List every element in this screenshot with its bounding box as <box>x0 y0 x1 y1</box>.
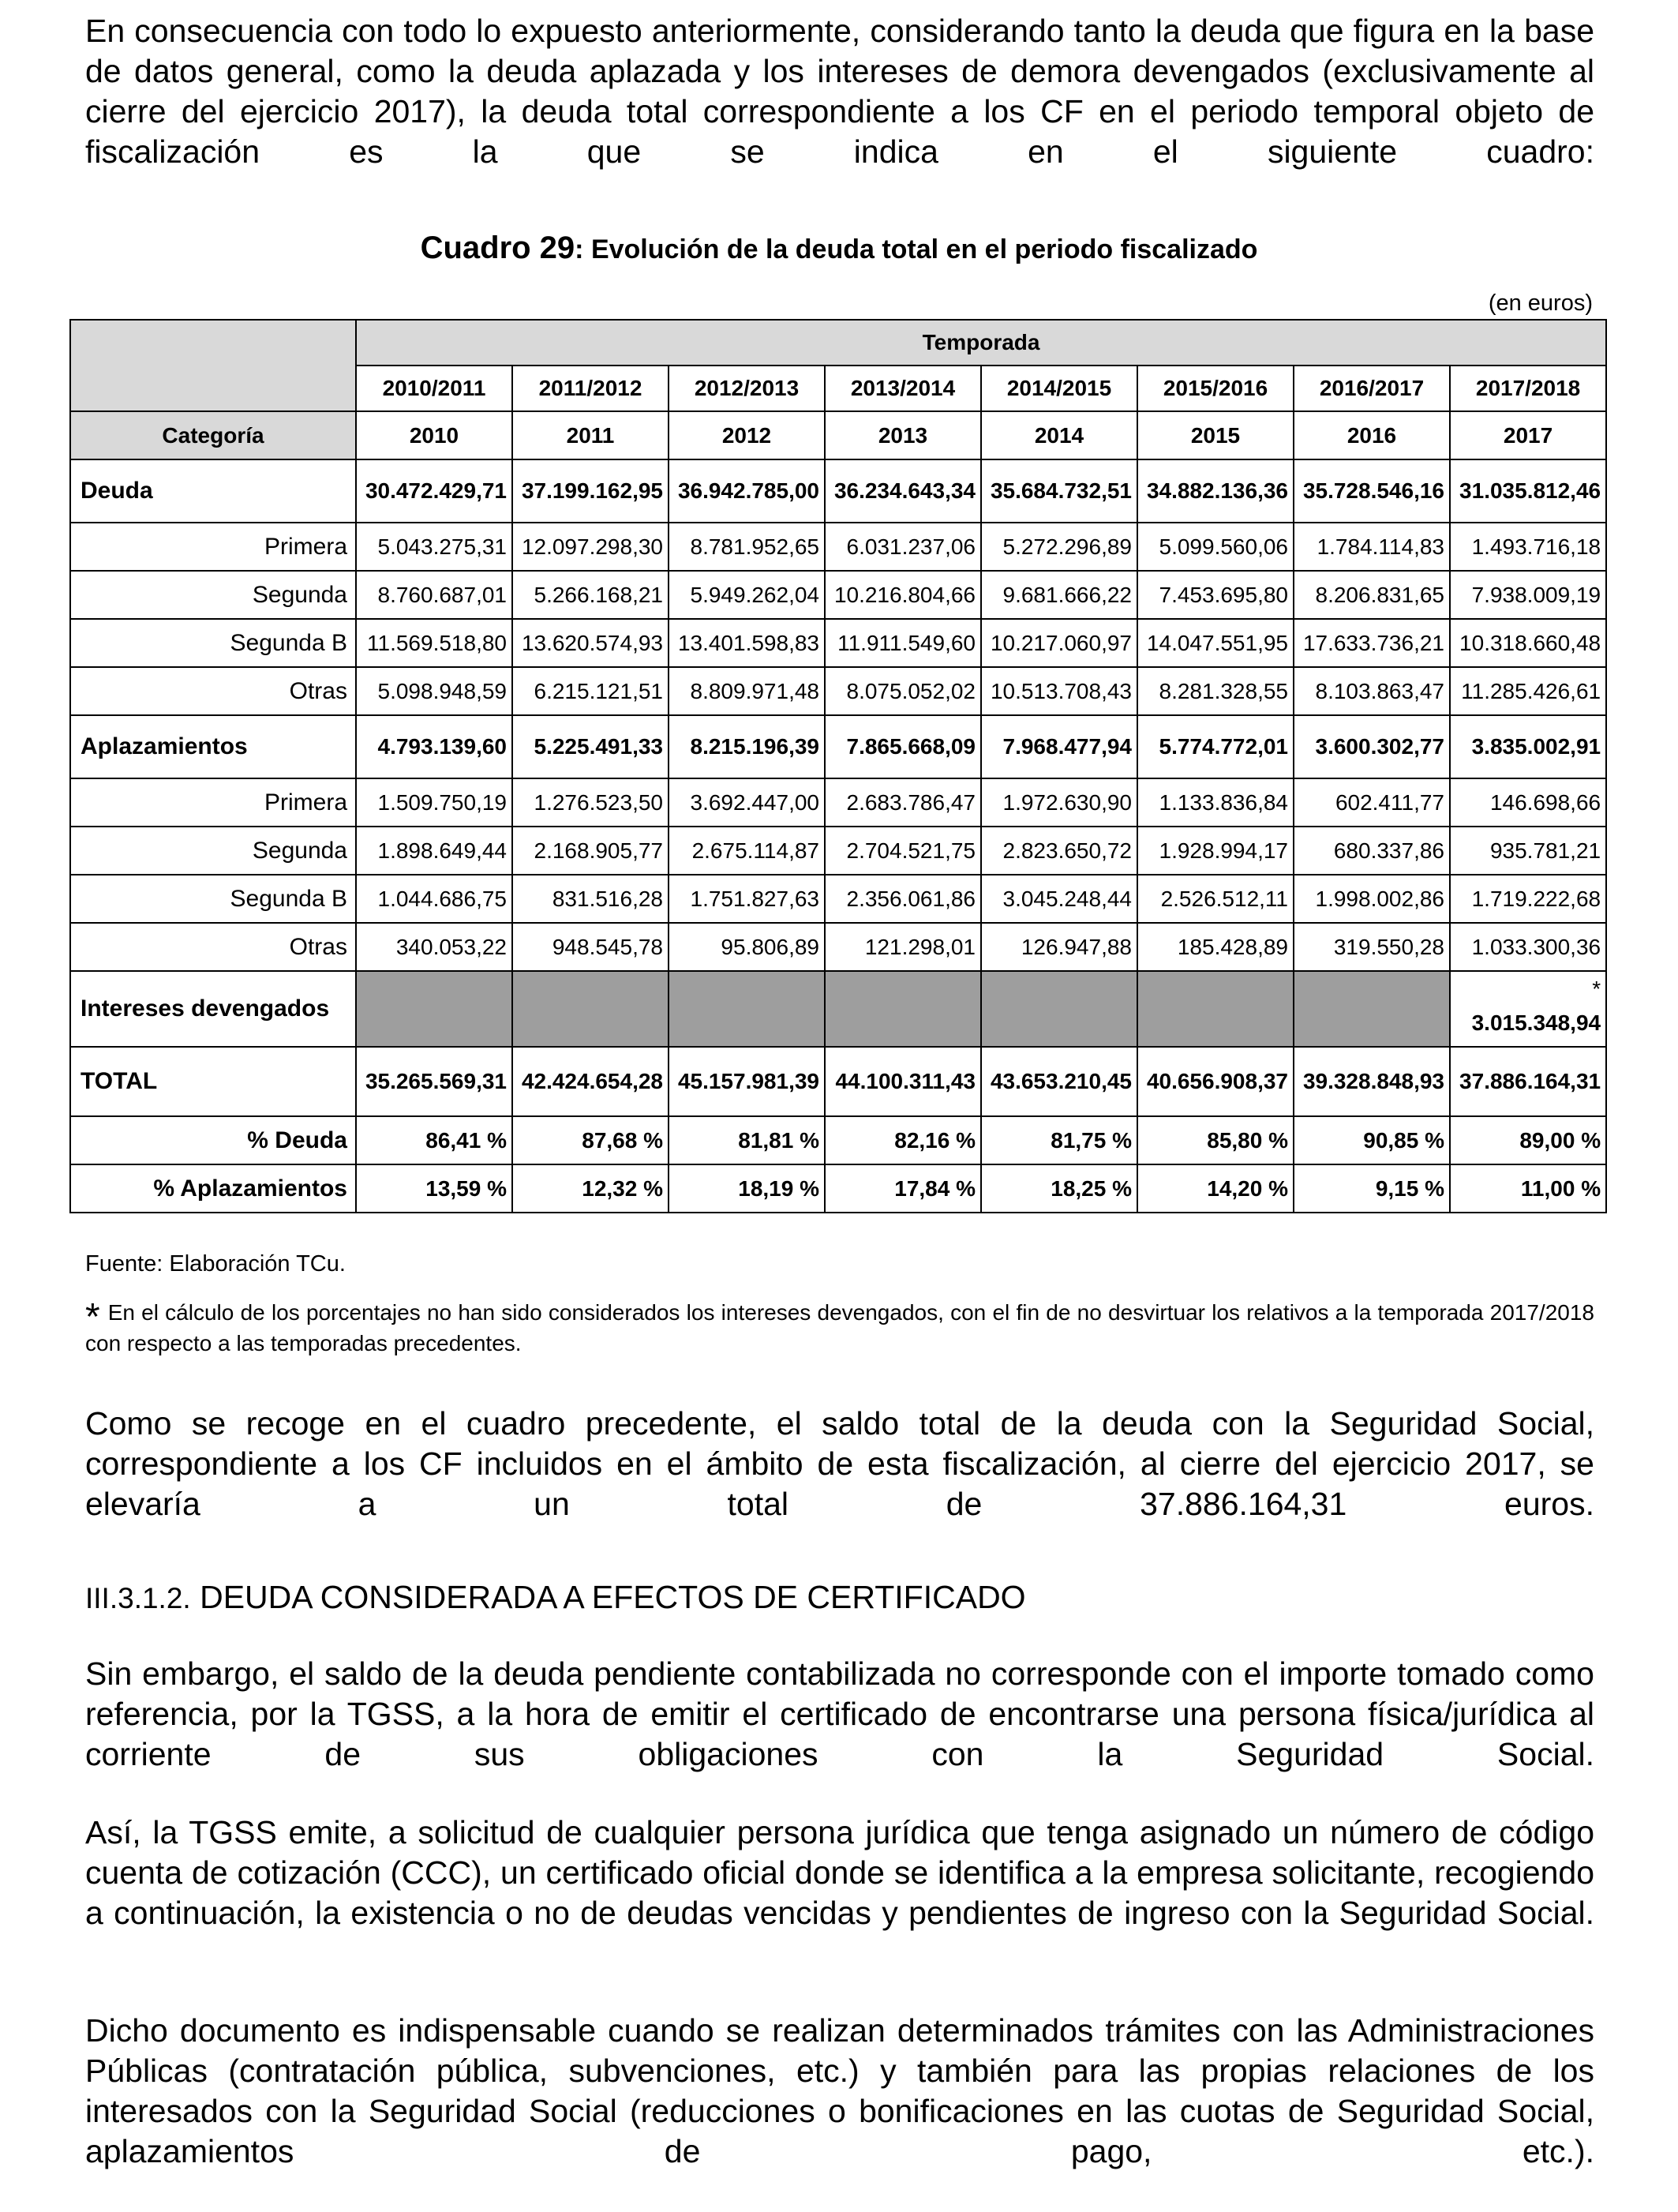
value-cell: 42.424.654,28 <box>512 1047 669 1116</box>
value-cell: 12.097.298,30 <box>512 523 669 571</box>
value-cell: 85,80 % <box>1137 1116 1294 1164</box>
value-cell: 14.047.551,95 <box>1137 619 1294 667</box>
empty-shaded-cell <box>512 971 669 1047</box>
value-cell: 2.675.114,87 <box>669 827 825 875</box>
value-cell: 11.285.426,61 <box>1450 667 1606 715</box>
value-cell: 35.684.732,51 <box>981 459 1137 523</box>
header-year: 2017 <box>1450 411 1606 459</box>
value-cell: 1.033.300,36 <box>1450 923 1606 971</box>
value-cell: 146.698,66 <box>1450 778 1606 827</box>
value-cell: 36.942.785,00 <box>669 459 825 523</box>
value-cell: 5.272.296,89 <box>981 523 1137 571</box>
table-footnote <box>85 1298 1594 1359</box>
category-row-intereses <box>70 971 1606 1047</box>
value-cell: 81,81 % <box>669 1116 825 1164</box>
value-cell: 5.266.168,21 <box>512 571 669 619</box>
debt-table <box>69 319 1607 1213</box>
value-cell: 319.550,28 <box>1294 923 1450 971</box>
total-row <box>70 1047 1606 1116</box>
value-cell: 831.516,28 <box>512 875 669 923</box>
value-cell: 2.356.061,86 <box>825 875 981 923</box>
row-label: % Deuda <box>70 1116 356 1164</box>
value-cell: 121.298,01 <box>825 923 981 971</box>
value-cell: 5.949.262,04 <box>669 571 825 619</box>
section-heading <box>85 1577 1594 1618</box>
value-cell: 1.898.649,44 <box>356 827 512 875</box>
value-cell: 39.328.848,93 <box>1294 1047 1450 1116</box>
value-cell: 1.276.523,50 <box>512 778 669 827</box>
value-cell: 5.098.948,59 <box>356 667 512 715</box>
header-year: 2012 <box>669 411 825 459</box>
paragraph-total: Como se recoge en el cuadro precedente, el saldo total de la deuda con la Seguridad Social, correspondiente a los CF incluidos en el ámbito de esta fiscalización, al cierre del ejercicio 2017, se elevaría a un total de 37.886.164,31 euros. <box>85 1405 1594 1522</box>
value-cell: 1.493.716,18 <box>1450 523 1606 571</box>
row-label: Deuda <box>70 459 356 523</box>
value-cell: 8.103.863,47 <box>1294 667 1450 715</box>
table-number: Cuadro 29 <box>420 231 575 265</box>
footnote-marker-ref: * <box>1592 977 1601 1001</box>
value-cell: 12,32 % <box>512 1164 669 1213</box>
header-season: 2014/2015 <box>981 366 1137 411</box>
section-title: DEUDA CONSIDERADA A EFECTOS DE CERTIFICADO <box>190 1579 1026 1615</box>
table-caption: : Evolución de la deuda total en el periodo fiscalizado <box>575 234 1258 264</box>
value-cell: 2.683.786,47 <box>825 778 981 827</box>
header-year: 2010 <box>356 411 512 459</box>
value-cell: 5.774.772,01 <box>1137 715 1294 778</box>
value-cell: 89,00 % <box>1450 1116 1606 1164</box>
value-cell: 44.100.311,43 <box>825 1047 981 1116</box>
value-cell: 3.692.447,00 <box>669 778 825 827</box>
header-season: 2013/2014 <box>825 366 981 411</box>
table-title <box>0 231 1678 267</box>
header-season: 2016/2017 <box>1294 366 1450 411</box>
value-cell: 1.044.686,75 <box>356 875 512 923</box>
value-cell: 18,19 % <box>669 1164 825 1213</box>
footnote-marker: * <box>85 1296 100 1338</box>
value-cell: 37.199.162,95 <box>512 459 669 523</box>
header-categoria: Categoría <box>70 411 356 459</box>
subcategory-row <box>70 571 1606 619</box>
paragraph-certificado: Sin embargo, el saldo de la deuda pendiente contabilizada no corresponde con el importe tomado como referencia, por la TGSS, a la hora de emitir el certificado de encontrarse una persona física/jurídica al corriente de sus obligaciones con la Seguridad Social. <box>85 1655 1594 1772</box>
row-label: Otras <box>70 923 356 971</box>
header-year: 2016 <box>1294 411 1450 459</box>
value-cell: 10.217.060,97 <box>981 619 1137 667</box>
value-cell: 7.968.477,94 <box>981 715 1137 778</box>
value-cell: 37.886.164,31 <box>1450 1047 1606 1116</box>
row-label: Aplazamientos <box>70 715 356 778</box>
row-label: Primera <box>70 778 356 827</box>
value-cell: 8.206.831,65 <box>1294 571 1450 619</box>
value-cell: 13.401.598,83 <box>669 619 825 667</box>
row-label: Segunda <box>70 827 356 875</box>
row-label: TOTAL <box>70 1047 356 1116</box>
unit-note: (en euros) <box>1488 291 1593 316</box>
value-cell: 35.265.569,31 <box>356 1047 512 1116</box>
value-cell <box>1450 971 1606 1047</box>
subcategory-row <box>70 619 1606 667</box>
row-label: Primera <box>70 523 356 571</box>
header-year: 2011 <box>512 411 669 459</box>
value-cell: 9,15 % <box>1294 1164 1450 1213</box>
value-cell: 8.281.328,55 <box>1137 667 1294 715</box>
category-row-deuda <box>70 459 1606 523</box>
value-cell: 10.513.708,43 <box>981 667 1137 715</box>
value-cell: 7.453.695,80 <box>1137 571 1294 619</box>
value-cell: 6.215.121,51 <box>512 667 669 715</box>
value-cell: 126.947,88 <box>981 923 1137 971</box>
value-cell: 17,84 % <box>825 1164 981 1213</box>
header-corner <box>70 320 356 411</box>
value-cell: 18,25 % <box>981 1164 1137 1213</box>
section-number: III.3.1.2. <box>85 1582 191 1614</box>
value-cell: 2.823.650,72 <box>981 827 1137 875</box>
value-cell: 2.168.905,77 <box>512 827 669 875</box>
empty-shaded-cell <box>825 971 981 1047</box>
subcategory-row <box>70 875 1606 923</box>
empty-shaded-cell <box>981 971 1137 1047</box>
category-row-aplazamientos <box>70 715 1606 778</box>
value-cell: 30.472.429,71 <box>356 459 512 523</box>
header-season: 2010/2011 <box>356 366 512 411</box>
value-cell: 7.938.009,19 <box>1450 571 1606 619</box>
value-cell: 8.760.687,01 <box>356 571 512 619</box>
percent-deuda-row <box>70 1116 1606 1164</box>
value-cell: 935.781,21 <box>1450 827 1606 875</box>
value-cell: 185.428,89 <box>1137 923 1294 971</box>
header-year: 2013 <box>825 411 981 459</box>
subcategory-row <box>70 827 1606 875</box>
value-cell: 1.509.750,19 <box>356 778 512 827</box>
row-label: Otras <box>70 667 356 715</box>
value-cell: 1.998.002,86 <box>1294 875 1450 923</box>
value-cell: 17.633.736,21 <box>1294 619 1450 667</box>
value-cell: 90,85 % <box>1294 1116 1450 1164</box>
value-cell: 1.928.994,17 <box>1137 827 1294 875</box>
row-label: Intereses devengados <box>70 971 356 1047</box>
value-cell: 1.972.630,90 <box>981 778 1137 827</box>
paragraph-tgss: Así, la TGSS emite, a solicitud de cualquier persona jurídica que tenga asignado un número de código cuenta de cotización (CCC), un certificado oficial donde se identifica a la empresa solicitante, recogiendo a continuación, la existencia o no de deudas vencidas y pendientes de ingreso con la Seguridad Social. <box>85 1814 1594 1931</box>
header-row-years <box>70 411 1606 459</box>
value-cell: 81,75 % <box>981 1116 1137 1164</box>
value-cell: 34.882.136,36 <box>1137 459 1294 523</box>
value-cell: 40.656.908,37 <box>1137 1047 1294 1116</box>
row-label: Segunda B <box>70 875 356 923</box>
header-season: 2012/2013 <box>669 366 825 411</box>
header-year: 2015 <box>1137 411 1294 459</box>
value-cell: 5.099.560,06 <box>1137 523 1294 571</box>
value-cell: 6.031.237,06 <box>825 523 981 571</box>
percent-aplazamientos-row <box>70 1164 1606 1213</box>
value-cell: 5.043.275,31 <box>356 523 512 571</box>
value-cell: 3.835.002,91 <box>1450 715 1606 778</box>
value-cell: 10.318.660,48 <box>1450 619 1606 667</box>
value-cell: 602.411,77 <box>1294 778 1450 827</box>
value-cell: 36.234.643,34 <box>825 459 981 523</box>
value-cell: 11,00 % <box>1450 1164 1606 1213</box>
intro-paragraph: En consecuencia con todo lo expuesto anteriormente, considerando tanto la deuda que figura en la base de datos general, como la deuda aplazada y los intereses de demora devengados (exclusivamente al cierre del ejercicio 2017), la deuda total correspondiente a los CF en el periodo temporal objeto de fiscalización es la que se indica en el siguiente cuadro: <box>85 13 1594 170</box>
value-cell: 3.600.302,77 <box>1294 715 1450 778</box>
subcategory-row <box>70 523 1606 571</box>
value-cell: 82,16 % <box>825 1116 981 1164</box>
value-cell: 5.225.491,33 <box>512 715 669 778</box>
value-cell: 4.793.139,60 <box>356 715 512 778</box>
value-cell: 14,20 % <box>1137 1164 1294 1213</box>
value-cell: 35.728.546,16 <box>1294 459 1450 523</box>
value-cell: 43.653.210,45 <box>981 1047 1137 1116</box>
value-cell: 87,68 % <box>512 1116 669 1164</box>
subcategory-row <box>70 667 1606 715</box>
row-label: % Aplazamientos <box>70 1164 356 1213</box>
footnote-text: En el cálculo de los porcentajes no han sido considerados los intereses devengados, con el fin de no desvirtuar los relativos a la temporada 2017/2018 con respecto a las temporadas precedentes. <box>85 1300 1594 1355</box>
empty-shaded-cell <box>669 971 825 1047</box>
value-cell: 8.075.052,02 <box>825 667 981 715</box>
header-season: 2017/2018 <box>1450 366 1606 411</box>
row-label: Segunda <box>70 571 356 619</box>
value-cell: 95.806,89 <box>669 923 825 971</box>
value-cell: 1.719.222,68 <box>1450 875 1606 923</box>
header-season: 2015/2016 <box>1137 366 1294 411</box>
header-row-group <box>70 320 1606 366</box>
empty-shaded-cell <box>356 971 512 1047</box>
value-cell: 9.681.666,22 <box>981 571 1137 619</box>
table-source: Fuente: Elaboración TCu. <box>85 1251 346 1277</box>
value-cell: 680.337,86 <box>1294 827 1450 875</box>
value-cell: 3.045.248,44 <box>981 875 1137 923</box>
value-cell: 2.704.521,75 <box>825 827 981 875</box>
value-cell: 8.781.952,65 <box>669 523 825 571</box>
empty-shaded-cell <box>1137 971 1294 1047</box>
row-label: Segunda B <box>70 619 356 667</box>
value-cell: 8.809.971,48 <box>669 667 825 715</box>
value-cell: 11.911.549,60 <box>825 619 981 667</box>
header-temporada: Temporada <box>356 320 1606 366</box>
value-cell: 11.569.518,80 <box>356 619 512 667</box>
value-cell: 1.133.836,84 <box>1137 778 1294 827</box>
header-year: 2014 <box>981 411 1137 459</box>
empty-shaded-cell <box>1294 971 1450 1047</box>
value-cell: 13.620.574,93 <box>512 619 669 667</box>
value-cell: 7.865.668,09 <box>825 715 981 778</box>
subcategory-row <box>70 778 1606 827</box>
value-cell: 8.215.196,39 <box>669 715 825 778</box>
subcategory-row <box>70 923 1606 971</box>
value-cell: 948.545,78 <box>512 923 669 971</box>
value-cell: 45.157.981,39 <box>669 1047 825 1116</box>
value-cell: 1.784.114,83 <box>1294 523 1450 571</box>
value-cell: 31.035.812,46 <box>1450 459 1606 523</box>
value-cell: 13,59 % <box>356 1164 512 1213</box>
value-cell: 2.526.512,11 <box>1137 875 1294 923</box>
paragraph-documento: Dicho documento es indispensable cuando se realizan determinados trámites con las Administraciones Públicas (contratación pública, subvenciones, etc.) y también para las propias relaciones de los interesados con la Seguridad Social (reducciones o bonificaciones en las cuotas de Seguridad Social, aplazamientos de pago, etc.). <box>85 2012 1594 2169</box>
value-cell: 340.053,22 <box>356 923 512 971</box>
value-cell: 10.216.804,66 <box>825 571 981 619</box>
intereses-value: 3.015.348,94 <box>1471 1010 1601 1035</box>
value-cell: 86,41 % <box>356 1116 512 1164</box>
header-season: 2011/2012 <box>512 366 669 411</box>
value-cell: 1.751.827,63 <box>669 875 825 923</box>
